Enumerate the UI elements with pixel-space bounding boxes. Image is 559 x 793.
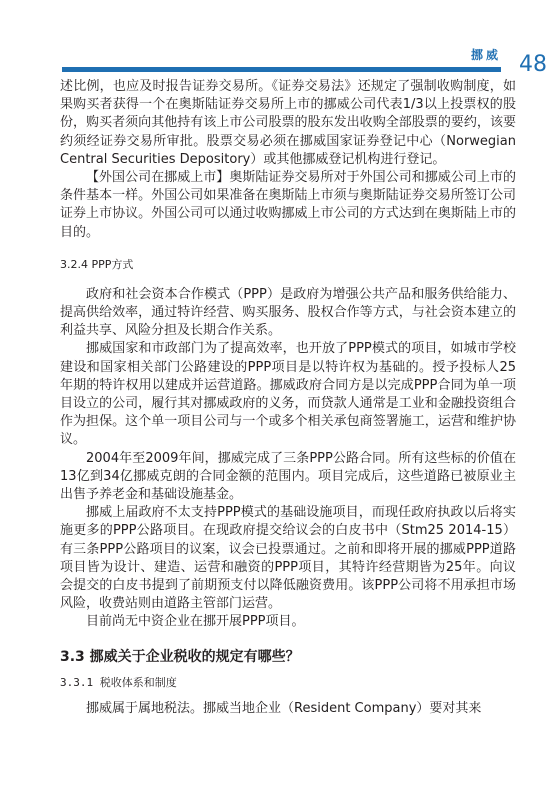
- body-paragraph: 【外国公司在挪威上市】奥斯陆证券交易所对于外国公司和挪威公司上市的条件基本一样。外国公司如果准备在奥斯陆上市须与奥斯陆证券交易所签订公司证券上市协议。外国公司可以通过收购挪威上市公司的方式达到在奥斯陆上市的目的。: [60, 170, 516, 240]
- section-heading-3-2-4: 3.2.4 PPP方式: [60, 257, 134, 271]
- body-paragraph: 政府和社会资本合作模式（PPP）是政府为增强公共产品和服务供给能力、提高供给效率，通过特许经营、购买服务、股权合作等方式，与社会资本建立的利益共享、风险分担及长期合作关系。: [60, 286, 516, 339]
- header-country-label: 挪威: [470, 48, 501, 62]
- body-paragraph: 目前尚无中资企业在挪开展PPP项目。: [86, 614, 305, 630]
- body-paragraph: 2004年至2009年间，挪威完成了三条PPP公路合同。所有这些标的价值在13亿到34亿挪威克朗的合同金额的范围内。项目完成后，这些道路已被原业主出售予养老金和基础设施基金。: [60, 450, 516, 503]
- section-heading-3-3-1: 3.3.1 税收体系和制度: [60, 675, 177, 689]
- header-rule: [62, 67, 501, 72]
- body-paragraph: 述比例，也应及时报告证券交易所。《证券交易法》还规定了强制收购制度，如果购买者获得一个在奥斯陆证券交易所上市的挪威公司代表1/3以上投票权的股份，购买者须向其他持有该上市公司股票的股东发出收购全部股票的要约，该要约须经证券交易所审批。股票交易必须在挪威国家证券登记中心（Norwegian Central Securities Depository）或其他挪威登记机构进行登记。: [60, 79, 516, 167]
- body-paragraph: 挪威上届政府不太支持PPP模式的基础设施项目，而现任政府执政以后将实施更多的PPP公路项目。在现政府提交给议会的白皮书中（Stm25 2014-15）有三条PPP公路项目的议案，议会已投票通过。之前和即将开展的挪威PPP道路项目皆为设计、建造、运营和融资的PPP项目，其特许经营期皆为25年。向议会提交的白皮书提到了前期预支付以降低融资费用。该PPP公司将不用承担市场风险，收费站则由道路主管部门运营。: [60, 505, 516, 612]
- page-content: [60, 78, 516, 718]
- body-paragraph: 挪威属于属地税法。挪威当地企业（Resident Company）要对其来: [86, 700, 482, 716]
- body-paragraph: 挪威国家和市政部门为了提高效率，也开放了PPP模式的项目，如城市学校建设和国家相关部门公路建设的PPP项目是以特许权为基础的。授予投标人25年期的特许权用以建成并运营道路。挪威政府合同方是以完成PPP合同为单一项目设立的公司，履行其对挪威政府的义务，而贷款人通常是工业和金融投资组合作为担保。这个单一项目公司与一个或多个相关承包商签署施工，运营和维护协议。: [60, 341, 516, 448]
- page-number: 48: [519, 52, 547, 77]
- section-heading-3-3: 3.3 挪威关于企业税收的规定有哪些？: [60, 648, 300, 665]
